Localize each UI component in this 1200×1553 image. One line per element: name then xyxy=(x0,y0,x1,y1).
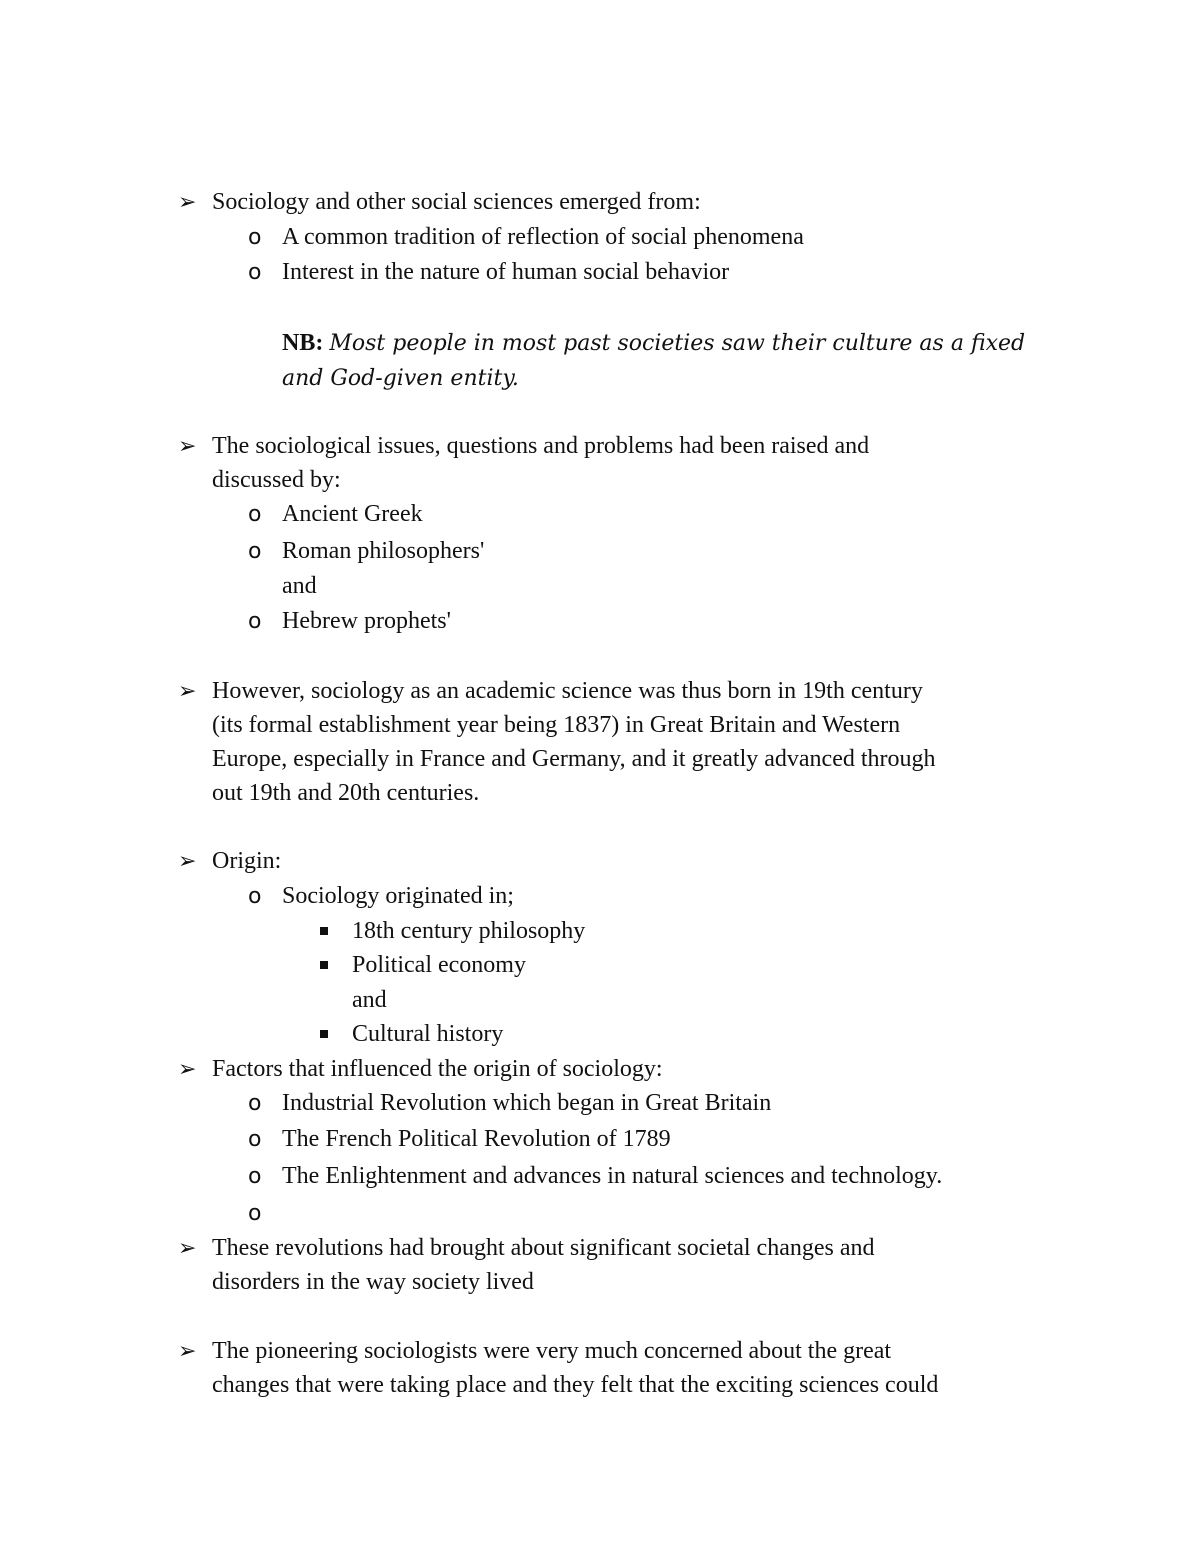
section5-item: The French Political Revolution of 1789 xyxy=(282,1126,671,1152)
section3-line: Europe, especially in France and Germany, and it greatly advanced through xyxy=(212,746,936,772)
section2-line: The sociological issues, questions and problems had been raised and xyxy=(212,433,870,459)
circle-bullet-icon: o xyxy=(248,1201,262,1226)
circle-bullet-icon: o xyxy=(248,609,262,634)
section2-item: Ancient Greek xyxy=(282,501,423,527)
section7-line: changes that were taking place and they felt that the exciting sciences could xyxy=(212,1372,939,1398)
circle-bullet-icon: o xyxy=(248,884,262,909)
section3-line: However, sociology as an academic science was thus born in 19th century xyxy=(212,678,923,704)
section4-item: Political economy xyxy=(352,952,526,978)
nb-text: and God-given entity. xyxy=(282,366,519,391)
section2-connector: and xyxy=(282,573,317,599)
section1-heading: Sociology and other social sciences emerged from: xyxy=(212,189,701,215)
arrow-bullet-icon: ➢ xyxy=(178,1235,197,1260)
circle-bullet-icon: o xyxy=(248,225,262,250)
arrow-bullet-icon: ➢ xyxy=(178,848,197,873)
section6-line: These revolutions had brought about significant societal changes and xyxy=(212,1235,875,1261)
section2-line: discussed by: xyxy=(212,467,341,493)
arrow-bullet-icon: ➢ xyxy=(178,189,197,214)
arrow-bullet-icon: ➢ xyxy=(178,678,197,703)
section7-line: The pioneering sociologists were very much concerned about the great xyxy=(212,1338,892,1364)
nb-note-line xyxy=(282,326,1025,361)
arrow-bullet-icon: ➢ xyxy=(178,433,197,458)
arrow-bullet-icon: ➢ xyxy=(178,1338,197,1363)
section3-line: (its formal establishment year being 1837) in Great Britain and Western xyxy=(212,712,901,738)
section5-item: The Enlightenment and advances in natural sciences and technology. xyxy=(282,1163,943,1189)
section1-item: A common tradition of reflection of social phenomena xyxy=(282,224,804,250)
nb-text: Most people in most past societies saw their culture as a fixed xyxy=(329,331,1026,356)
nb-label: NB: xyxy=(282,330,324,356)
section2-item: Hebrew prophets' xyxy=(282,608,451,634)
section4-heading: Origin: xyxy=(212,848,282,874)
section1-item: Interest in the nature of human social behavior xyxy=(282,259,730,285)
section4-sub: Sociology originated in; xyxy=(282,883,514,909)
section4-item: Cultural history xyxy=(352,1021,504,1047)
section4-item: 18th century philosophy xyxy=(352,918,586,944)
section2-item: Roman philosophers' xyxy=(282,538,485,564)
circle-bullet-icon: o xyxy=(248,502,262,527)
nb-note-line xyxy=(282,361,519,396)
section5-item: Industrial Revolution which began in Great Britain xyxy=(282,1090,772,1116)
section5-heading: Factors that influenced the origin of sociology: xyxy=(212,1056,663,1082)
square-bullet-icon xyxy=(320,914,328,948)
arrow-bullet-icon: ➢ xyxy=(178,1056,197,1081)
circle-bullet-icon: o xyxy=(248,539,262,564)
square-bullet-icon xyxy=(320,1017,328,1051)
section6-line: disorders in the way society lived xyxy=(212,1269,534,1295)
circle-bullet-icon: o xyxy=(248,1164,262,1189)
circle-bullet-icon: o xyxy=(248,260,262,285)
circle-bullet-icon: o xyxy=(248,1127,262,1152)
section4-connector: and xyxy=(352,987,387,1013)
circle-bullet-icon: o xyxy=(248,1091,262,1116)
square-bullet-icon xyxy=(320,948,328,982)
section3-line: out 19th and 20th centuries. xyxy=(212,780,480,806)
